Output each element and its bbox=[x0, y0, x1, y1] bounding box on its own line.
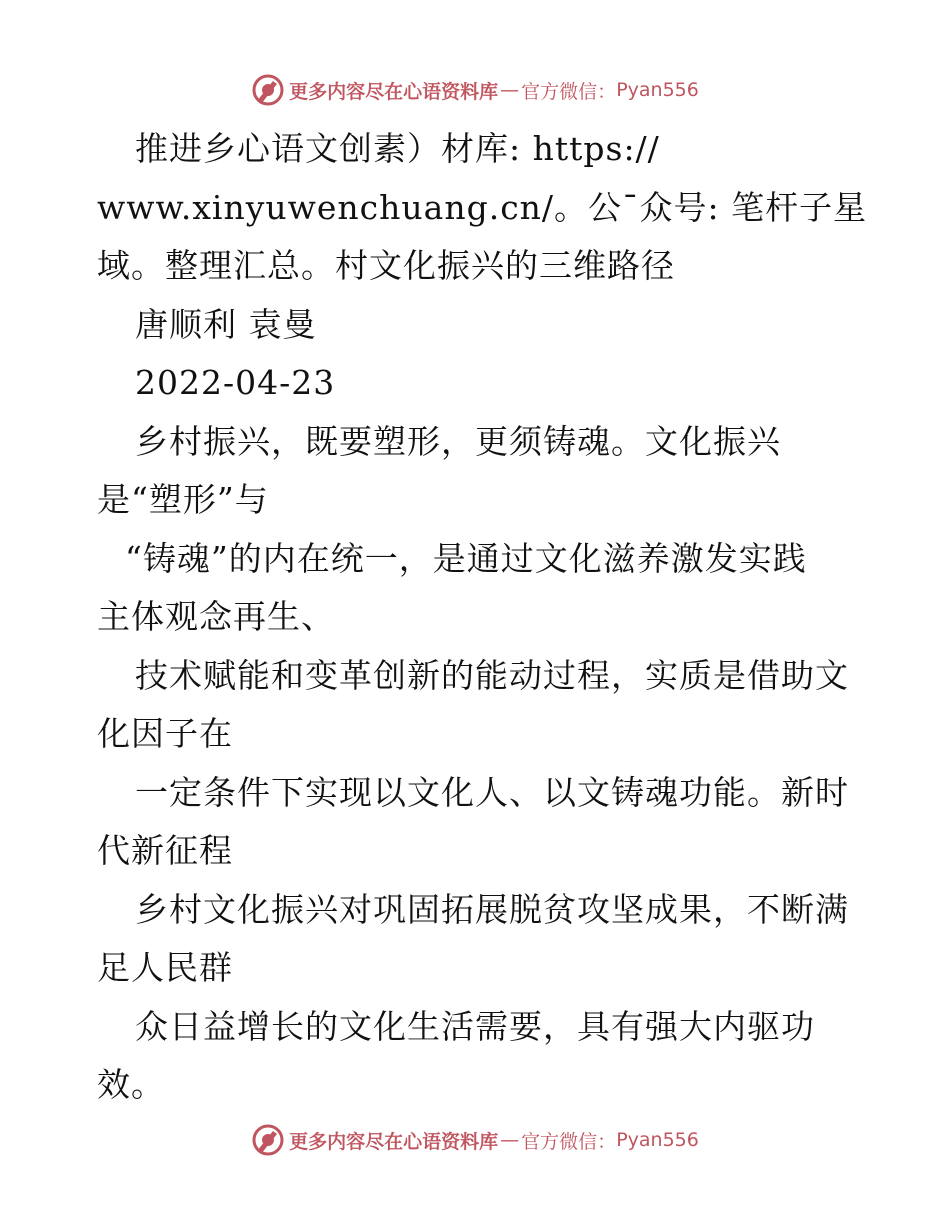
text-line-8: “铸魂”的内在统一，是通过文化滋养激发实践 bbox=[125, 538, 807, 578]
text-line-9: 主体观念再生、 bbox=[97, 597, 335, 636]
text-line-13: 代新征程 bbox=[97, 831, 233, 870]
date-line: 2022-04-23 bbox=[135, 363, 336, 402]
text-line-10: 技术赋能和变革创新的能动过程，实质是借助文 bbox=[135, 655, 849, 695]
text-line-3: 域。整理汇总。村文化振兴的三维路径 bbox=[97, 246, 675, 285]
text-line-6: 乡村振兴，既要塑形，更须铸魂。文化振兴 bbox=[135, 421, 781, 461]
banner-official-label: 官方微信： bbox=[521, 80, 617, 103]
author-line: 唐顺利 袁曼 bbox=[135, 304, 317, 344]
text-line-1: 推进乡心语文创素）材库: https:// bbox=[135, 129, 660, 168]
pen-logo-icon bbox=[251, 73, 285, 107]
text-line-16: 众日益增长的文化生活需要，具有强大内驱功 bbox=[135, 1006, 815, 1046]
footer-banner bbox=[0, 1120, 950, 1160]
text-line-17: 效。 bbox=[97, 1065, 165, 1104]
banner-brand: 更多内容尽在心语资料库 bbox=[289, 80, 499, 103]
banner-wechat-id: Pyan556 bbox=[616, 79, 699, 101]
text-line-2: www.xinyuwenchuang.cn/。公¯众号: 笔杆子星 bbox=[97, 187, 868, 227]
banner-dash: — bbox=[500, 1129, 520, 1151]
header-banner bbox=[0, 70, 950, 110]
text-line-12: 一定条件下实现以文化人、以文铸魂功能。新时 bbox=[135, 772, 849, 812]
text-line-7: 是“塑形”与 bbox=[97, 480, 269, 519]
text-line-11: 化因子在 bbox=[97, 714, 233, 753]
banner-official-label: 官方微信： bbox=[521, 1130, 617, 1153]
pen-logo-icon bbox=[251, 1123, 285, 1157]
banner-dash: — bbox=[500, 79, 520, 101]
text-line-14: 乡村文化振兴对巩固拓展脱贫攻坚成果，不断满 bbox=[135, 889, 849, 929]
document-body bbox=[97, 120, 897, 1115]
banner-brand: 更多内容尽在心语资料库 bbox=[289, 1130, 499, 1153]
banner-wechat-id: Pyan556 bbox=[616, 1129, 699, 1151]
text-line-15: 足人民群 bbox=[97, 948, 233, 987]
